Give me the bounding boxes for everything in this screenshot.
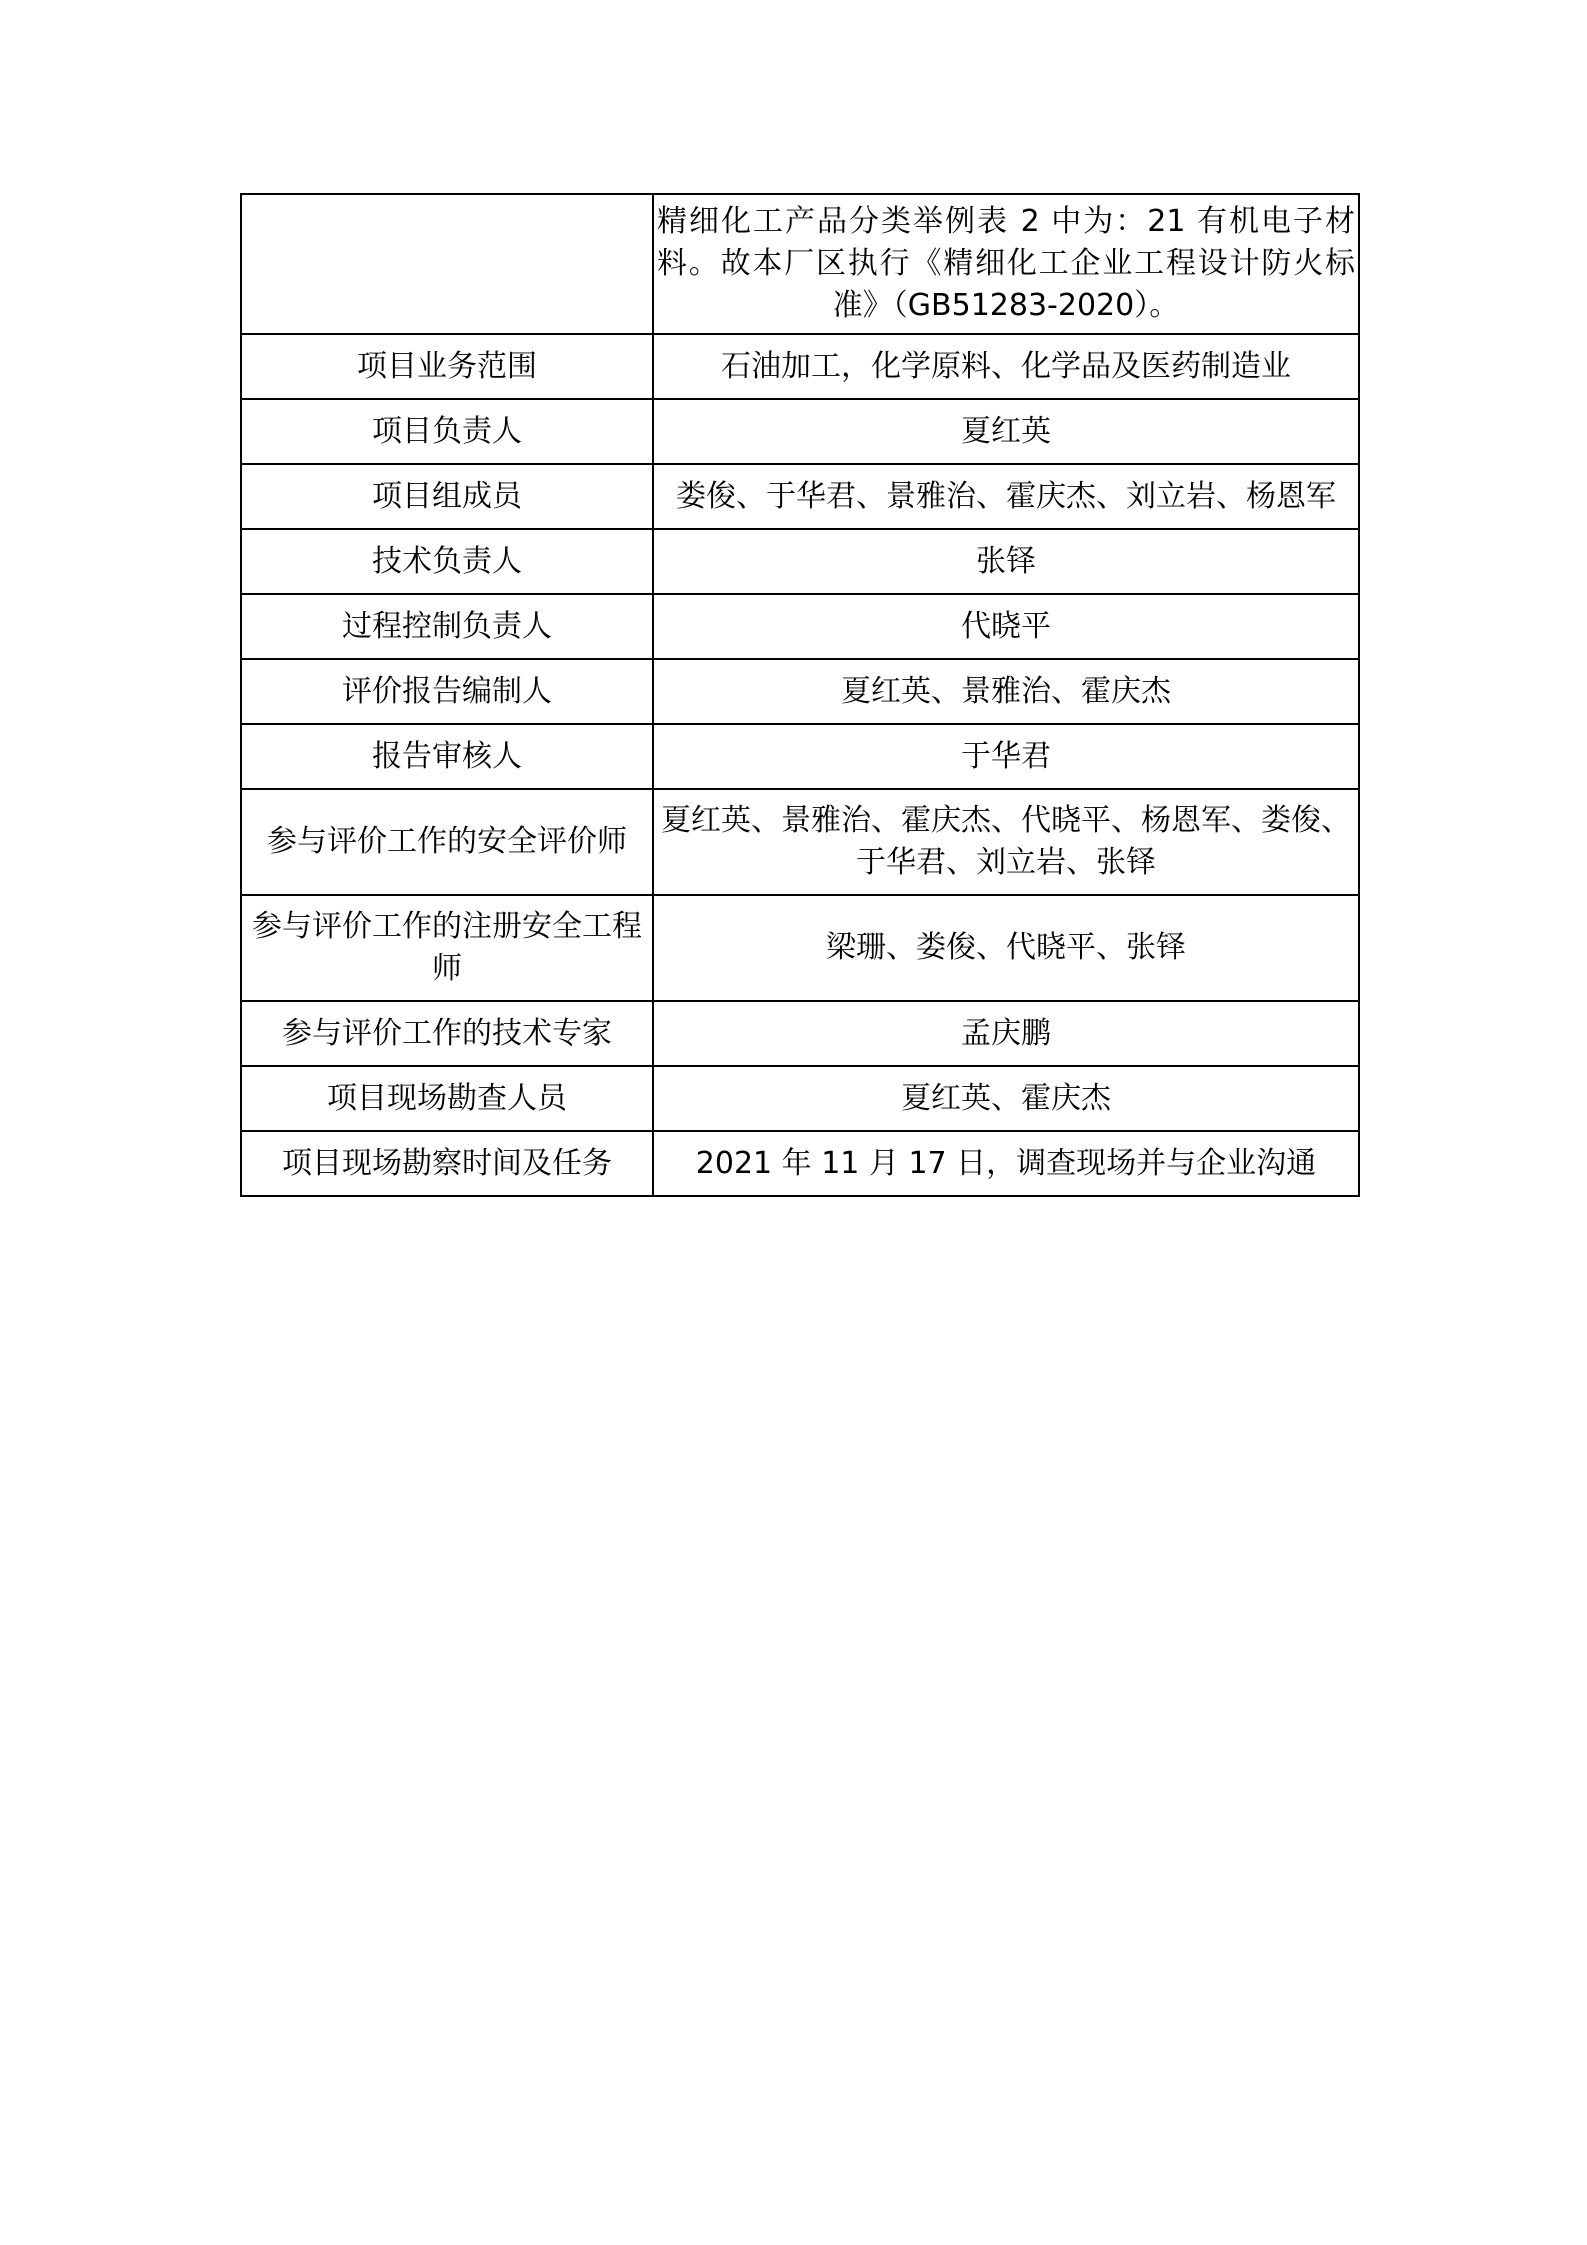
- table-row-report-authors: [241, 659, 1359, 724]
- value-cell: 代晓平: [653, 594, 1359, 659]
- value-cell: 于华君: [653, 724, 1359, 789]
- table-row-registered-engineers: [241, 895, 1359, 1001]
- table-row-business-scope: [241, 334, 1359, 399]
- table-row-technical-experts: [241, 1001, 1359, 1066]
- label-cell: 参与评价工作的注册安全工程师: [241, 895, 653, 1001]
- value-cell: 娄俊、于华君、景雅治、霍庆杰、刘立岩、杨恩军: [653, 464, 1359, 529]
- label-cell: 报告审核人: [241, 724, 653, 789]
- label-cell: 项目现场勘查人员: [241, 1066, 653, 1131]
- table-row-site-survey-time: [241, 1131, 1359, 1196]
- table-row-site-survey-staff: [241, 1066, 1359, 1131]
- value-cell: 夏红英: [653, 399, 1359, 464]
- label-cell: 项目业务范围: [241, 334, 653, 399]
- table-row-team-members: [241, 464, 1359, 529]
- label-cell: 项目现场勘察时间及任务: [241, 1131, 653, 1196]
- label-cell: 项目负责人: [241, 399, 653, 464]
- value-cell: 张铎: [653, 529, 1359, 594]
- value-cell: 夏红英、霍庆杰: [653, 1066, 1359, 1131]
- value-cell: 夏红英、景雅治、霍庆杰: [653, 659, 1359, 724]
- table-row-safety-assessors: [241, 789, 1359, 895]
- value-cell: 孟庆鹏: [653, 1001, 1359, 1066]
- table-row-technical-leader: [241, 529, 1359, 594]
- continuation-value-cell: 精细化工产品分类举例表 2 中为：21 有机电子材料。故本厂区执行《精细化工企业工程设计防火标准》（GB51283-2020）。: [653, 194, 1359, 334]
- table-row-process-control-leader: [241, 594, 1359, 659]
- value-cell: 梁珊、娄俊、代晓平、张铎: [653, 895, 1359, 1001]
- personnel-table: [240, 193, 1360, 1197]
- table-row-continuation: [241, 194, 1359, 334]
- label-cell: 过程控制负责人: [241, 594, 653, 659]
- label-cell: 参与评价工作的安全评价师: [241, 789, 653, 895]
- label-cell: 评价报告编制人: [241, 659, 653, 724]
- value-cell: 2021 年 11 月 17 日，调查现场并与企业沟通: [653, 1131, 1359, 1196]
- label-cell: 项目组成员: [241, 464, 653, 529]
- label-cell: 参与评价工作的技术专家: [241, 1001, 653, 1066]
- table-row-report-reviewer: [241, 724, 1359, 789]
- label-cell: 技术负责人: [241, 529, 653, 594]
- continuation-label-cell: [241, 194, 653, 334]
- table-row-project-leader: [241, 399, 1359, 464]
- value-cell: 夏红英、景雅治、霍庆杰、代晓平、杨恩军、娄俊、于华君、刘立岩、张铎: [653, 789, 1359, 895]
- value-cell: 石油加工，化学原料、化学品及医药制造业: [653, 334, 1359, 399]
